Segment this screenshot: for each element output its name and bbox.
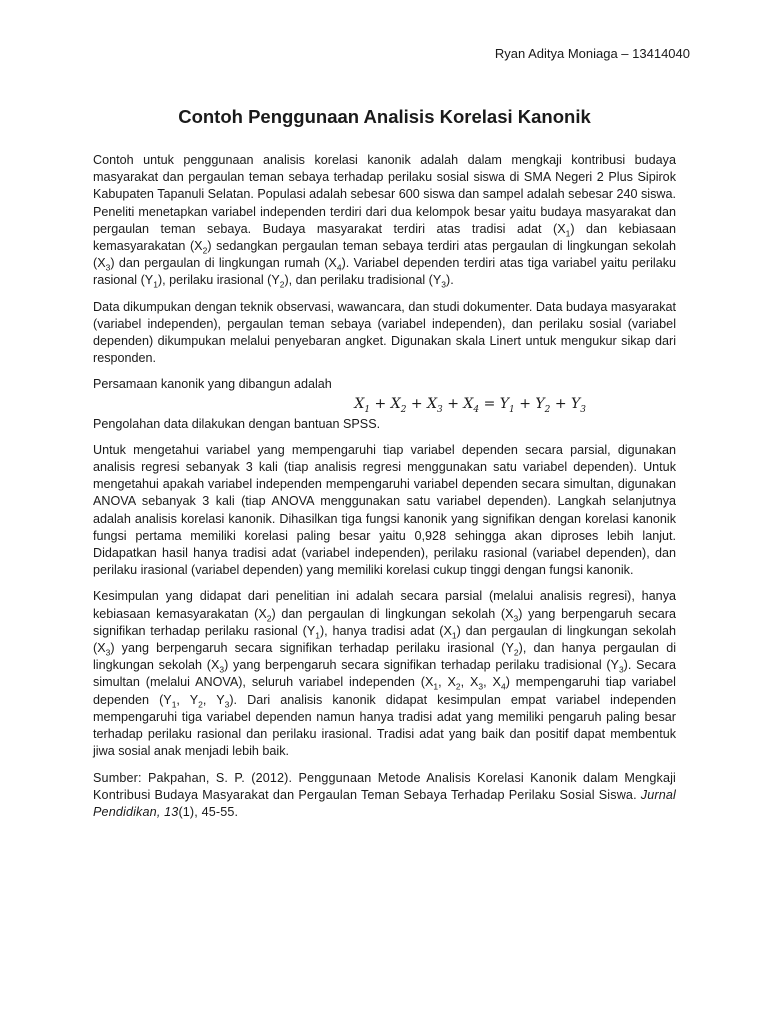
paragraph-data-collection: Data dikumpukan dengan teknik observasi, wawancara, dan studi dokumenter. Data budaya masyarakat (variabel independen), pergaulan teman sebaya (variabel independen), dan perilaku sosial (variabel dependen) dikumpukan melalui penyebaran angket. Digunakan skala Linert untuk mengukur sikap dari responden. [93,299,676,366]
paragraph-equation-intro: Persamaan kanonik yang dibangun adalah [93,377,332,392]
paragraph-spss: Pengolahan data dilakukan dengan bantuan SPSS. [93,416,381,431]
author-header: Ryan Aditya Moniaga – 13414040 [494,46,690,61]
paragraph-intro: Contoh untuk penggunaan analisis korelasi kanonik adalah dalam mengkaji kontribusi budaya masyarakat dan pergaulan teman sebaya terhadap perilaku sosial siswa di SMA Negeri 2 Plus Sipirok Kabupaten Tapanuli Selatan. Populasi adalah sebesar 600 siswa dan sampel adalah sebesar 240 siswa. Peneliti menetapkan variabel independen terdiri dari dua kelompok besar yaitu budaya masyarakat dan pergaulan teman sebaya. Budaya masyarakat terdiri atas tradisi adat $(X_1)$ dan kebiasaan kemasyarakatan $(X_2)$ sedangkan pergaulan teman sebaya terdiri atas pergaulan di lingkungan sekolah $(X_3)$ dan pergaulan di lingkungan rumah $(X_4)$. Variabel dependen terdiri atas tiga variabel yaitu perilaku rasional $(Y_1)$, perilaku irasional $(Y_2)$, dan perilaku tradisional $(Y_3)$. [93,153,677,290]
paragraph-analysis: Untuk mengetahui variabel yang mempengaruhi tiap variabel dependen secara parsial, digunakan analisis regresi sebanyak 3 kali (tiap analisis regresi menggunakan satu variabel dependen). Untuk mengetahui apakah variabel independen mempengaruhi variabel dependen secara simultan, digunakan ANOVA sebanyak 3 kali (tiap ANOVA menggunakan satu variabel dependen). Langkah selanjutnya adalah analisis korelasi kanonik. Dihasilkan tiga fungsi kanonik yang signifikan dengan korelasi kanonik fungsi pertama memiliki korelasi paling besar yaitu 0,928 sehingga akan diproses lebih lanjut. Didapatkan hasil hanya tradisi adat (variabel independen), perilaku rasional (variabel dependen), dan perilaku irasional (variabel dependen) yang memiliki korelasi cukup tinggi dengan fungsi kanonik. [93,442,676,578]
journal-name: Jurnal Pendidikan, 13 [93,787,676,819]
paragraph-conclusion: Kesimpulan yang didapat dari penelitian ini adalah secara parsial (melalui analisis regresi), hanya kebiasaan kemasyarakatan $(X_2)$ dan pergaulan di lingkungan sekolah $(X_3)$ yang berpengaruh secara signifikan terhadap perilaku rasional $(Y_1)$, hanya tradisi adat $(X_1)$ dan pergaulan di lingkungan sekolah $(X_3)$ yang berpengaruh secara signifikan terhadap perilaku irasional $(Y_2)$, dan hanya pergaulan di lingkungan sekolah $(X_3)$ yang berpengaruh secara signifikan terhadap perilaku tradisional $(Y_3)$. Secara simultan (melalui ANOVA), seluruh variabel independen ($X_1$, $X_2$, $X_3$, $X_4$) mempengaruhi tiap variabel dependen ($Y_1$, $Y_2$, $Y_3$). Dari analisis kanonik didapat kesimpulan empat variabel independen mempengaruhi tiga variabel dependen namun hanya tradisi adat yang memiliki pengaruh paling besar terhadap perilaku rasional dan perilaku irasional. Tradisi adat yang baik dan positif dapat membentuk jiwa sosial anak menjadi lebih baik. [93,589,676,759]
page-title: Contoh Penggunaan Analisis Korelasi Kanonik [178,106,591,127]
reference-citation: Sumber: Pakpahan, S. P. (2012). Penggunaan Metode Analisis Korelasi Kanonik dalam Mengkaji Kontribusi Budaya Masyarakat dan Pergaulan Teman Sebaya Terhadap Perilaku Sosial Siswa. Jurnal Pendidikan, 13(1), 45-55. [93,770,676,819]
canonical-equation: $X_1 + X_2 + X_3 + X_4 = Y_1 + Y_2 + Y_3$ [354,395,586,415]
